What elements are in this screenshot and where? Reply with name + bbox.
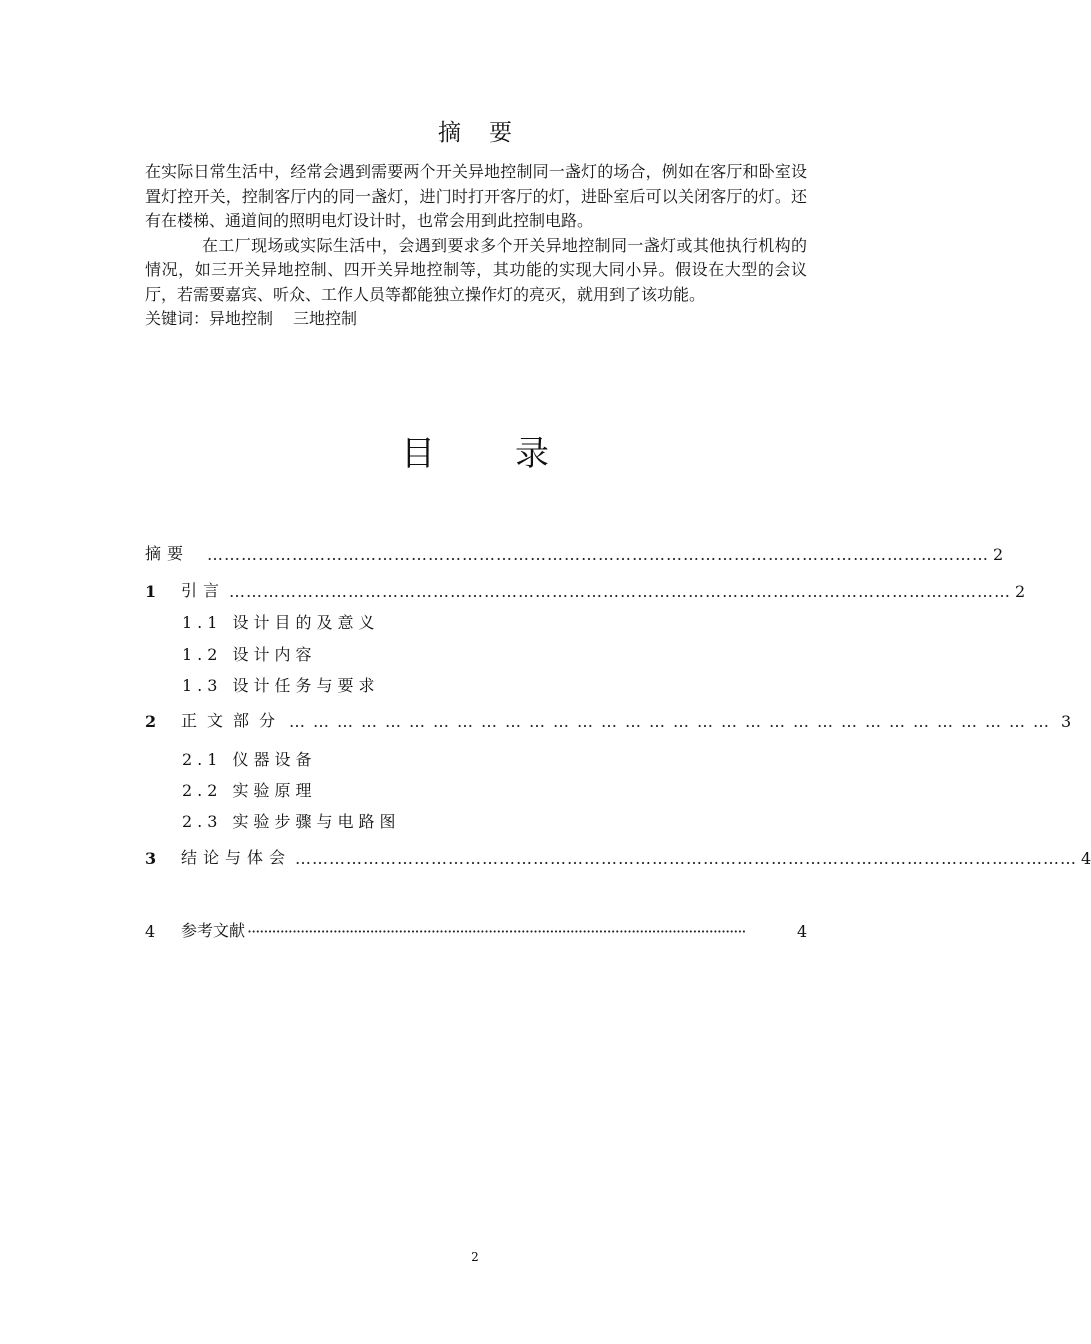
toc-entry-label: 正文部分	[181, 711, 286, 730]
toc-entry-page: 4	[1081, 849, 1091, 868]
toc-entry-number: 1	[145, 582, 157, 601]
footer-page-number: 2	[471, 1250, 479, 1264]
toc-subentry-1-1[interactable]: 1.1 设计目的及意义	[182, 613, 380, 632]
keywords-line	[145, 307, 807, 332]
toc-leader-dots: …………………………………………………………………………………………………………………………	[207, 545, 990, 564]
toc-entry-label: 参考文献	[181, 921, 246, 940]
keywords-label: 关键词：	[145, 309, 210, 328]
toc-entry-label: 结论与体会	[181, 848, 292, 867]
toc-entry-page: 2	[993, 545, 1004, 564]
toc-entry-number: 2	[145, 712, 157, 731]
toc-entry-label: 引言	[181, 581, 226, 600]
toc-subentry-1-3[interactable]: 1.3 设计任务与要求	[182, 676, 380, 695]
toc-leader-dots: ··························································································································	[247, 922, 746, 941]
toc-leader-dots: ……………………………………………………………………………………	[289, 712, 1058, 731]
toc-entry-number: 4	[145, 922, 156, 941]
abstract-paragraph-1: 在实际日常生活中，经常会遇到需要两个开关异地控制同一盏灯的场合，例如在客厅和卧室设置灯控开关，控制客厅内的同一盏灯，进门时打开客厅的灯，进卧室后可以关闭客厅的灯。还有在楼梯、通道间的照明电灯设计时，也常会用到此控制电路。	[145, 162, 807, 230]
abstract-title: 摘要	[438, 120, 540, 146]
toc-title: 目录	[401, 434, 629, 474]
toc-subentry-2-2[interactable]: 2.2 实验原理	[182, 781, 317, 800]
toc-subentry-2-3[interactable]: 2.3 实验步骤与电路图	[182, 812, 401, 831]
toc-entry-page: 4	[797, 922, 808, 941]
keyword-1: 异地控制	[209, 309, 274, 328]
keyword-2: 三地控制	[293, 309, 358, 328]
toc-entry-conclusion[interactable]	[145, 842, 1091, 868]
toc-leader-dots: …………………………………………………………………………………………………………………………	[295, 849, 1078, 868]
toc-entry-number: 3	[145, 849, 157, 868]
toc-entry-page: 2	[1015, 582, 1026, 601]
abstract-body	[145, 160, 807, 332]
toc-entry-abstract[interactable]	[145, 538, 1004, 564]
toc-subentry-1-2[interactable]: 1.2 设计内容	[182, 645, 317, 664]
toc-leader-dots: …………………………………………………………………………………………………………………………	[229, 582, 1012, 601]
toc-subentry-2-1[interactable]: 2.1 仪器设备	[182, 750, 317, 769]
toc-entry-page: 3	[1061, 712, 1072, 731]
toc-entry-label: 摘要	[145, 544, 190, 563]
abstract-paragraph-2: 在工厂现场或实际生活中，会遇到要求多个开关异地控制同一盏灯或其他执行机构的情况，如三开关异地控制、四开关异地控制等，其功能的实现大同小异。假设在大型的会议厅，若需要嘉宾、听众、工作人员等都能独立操作灯的亮灭，就用到了该功能。	[145, 235, 807, 304]
toc-entry-references[interactable]	[145, 915, 807, 941]
toc-entry-main-body[interactable]	[145, 705, 1072, 731]
toc-entry-introduction[interactable]	[145, 575, 1026, 601]
